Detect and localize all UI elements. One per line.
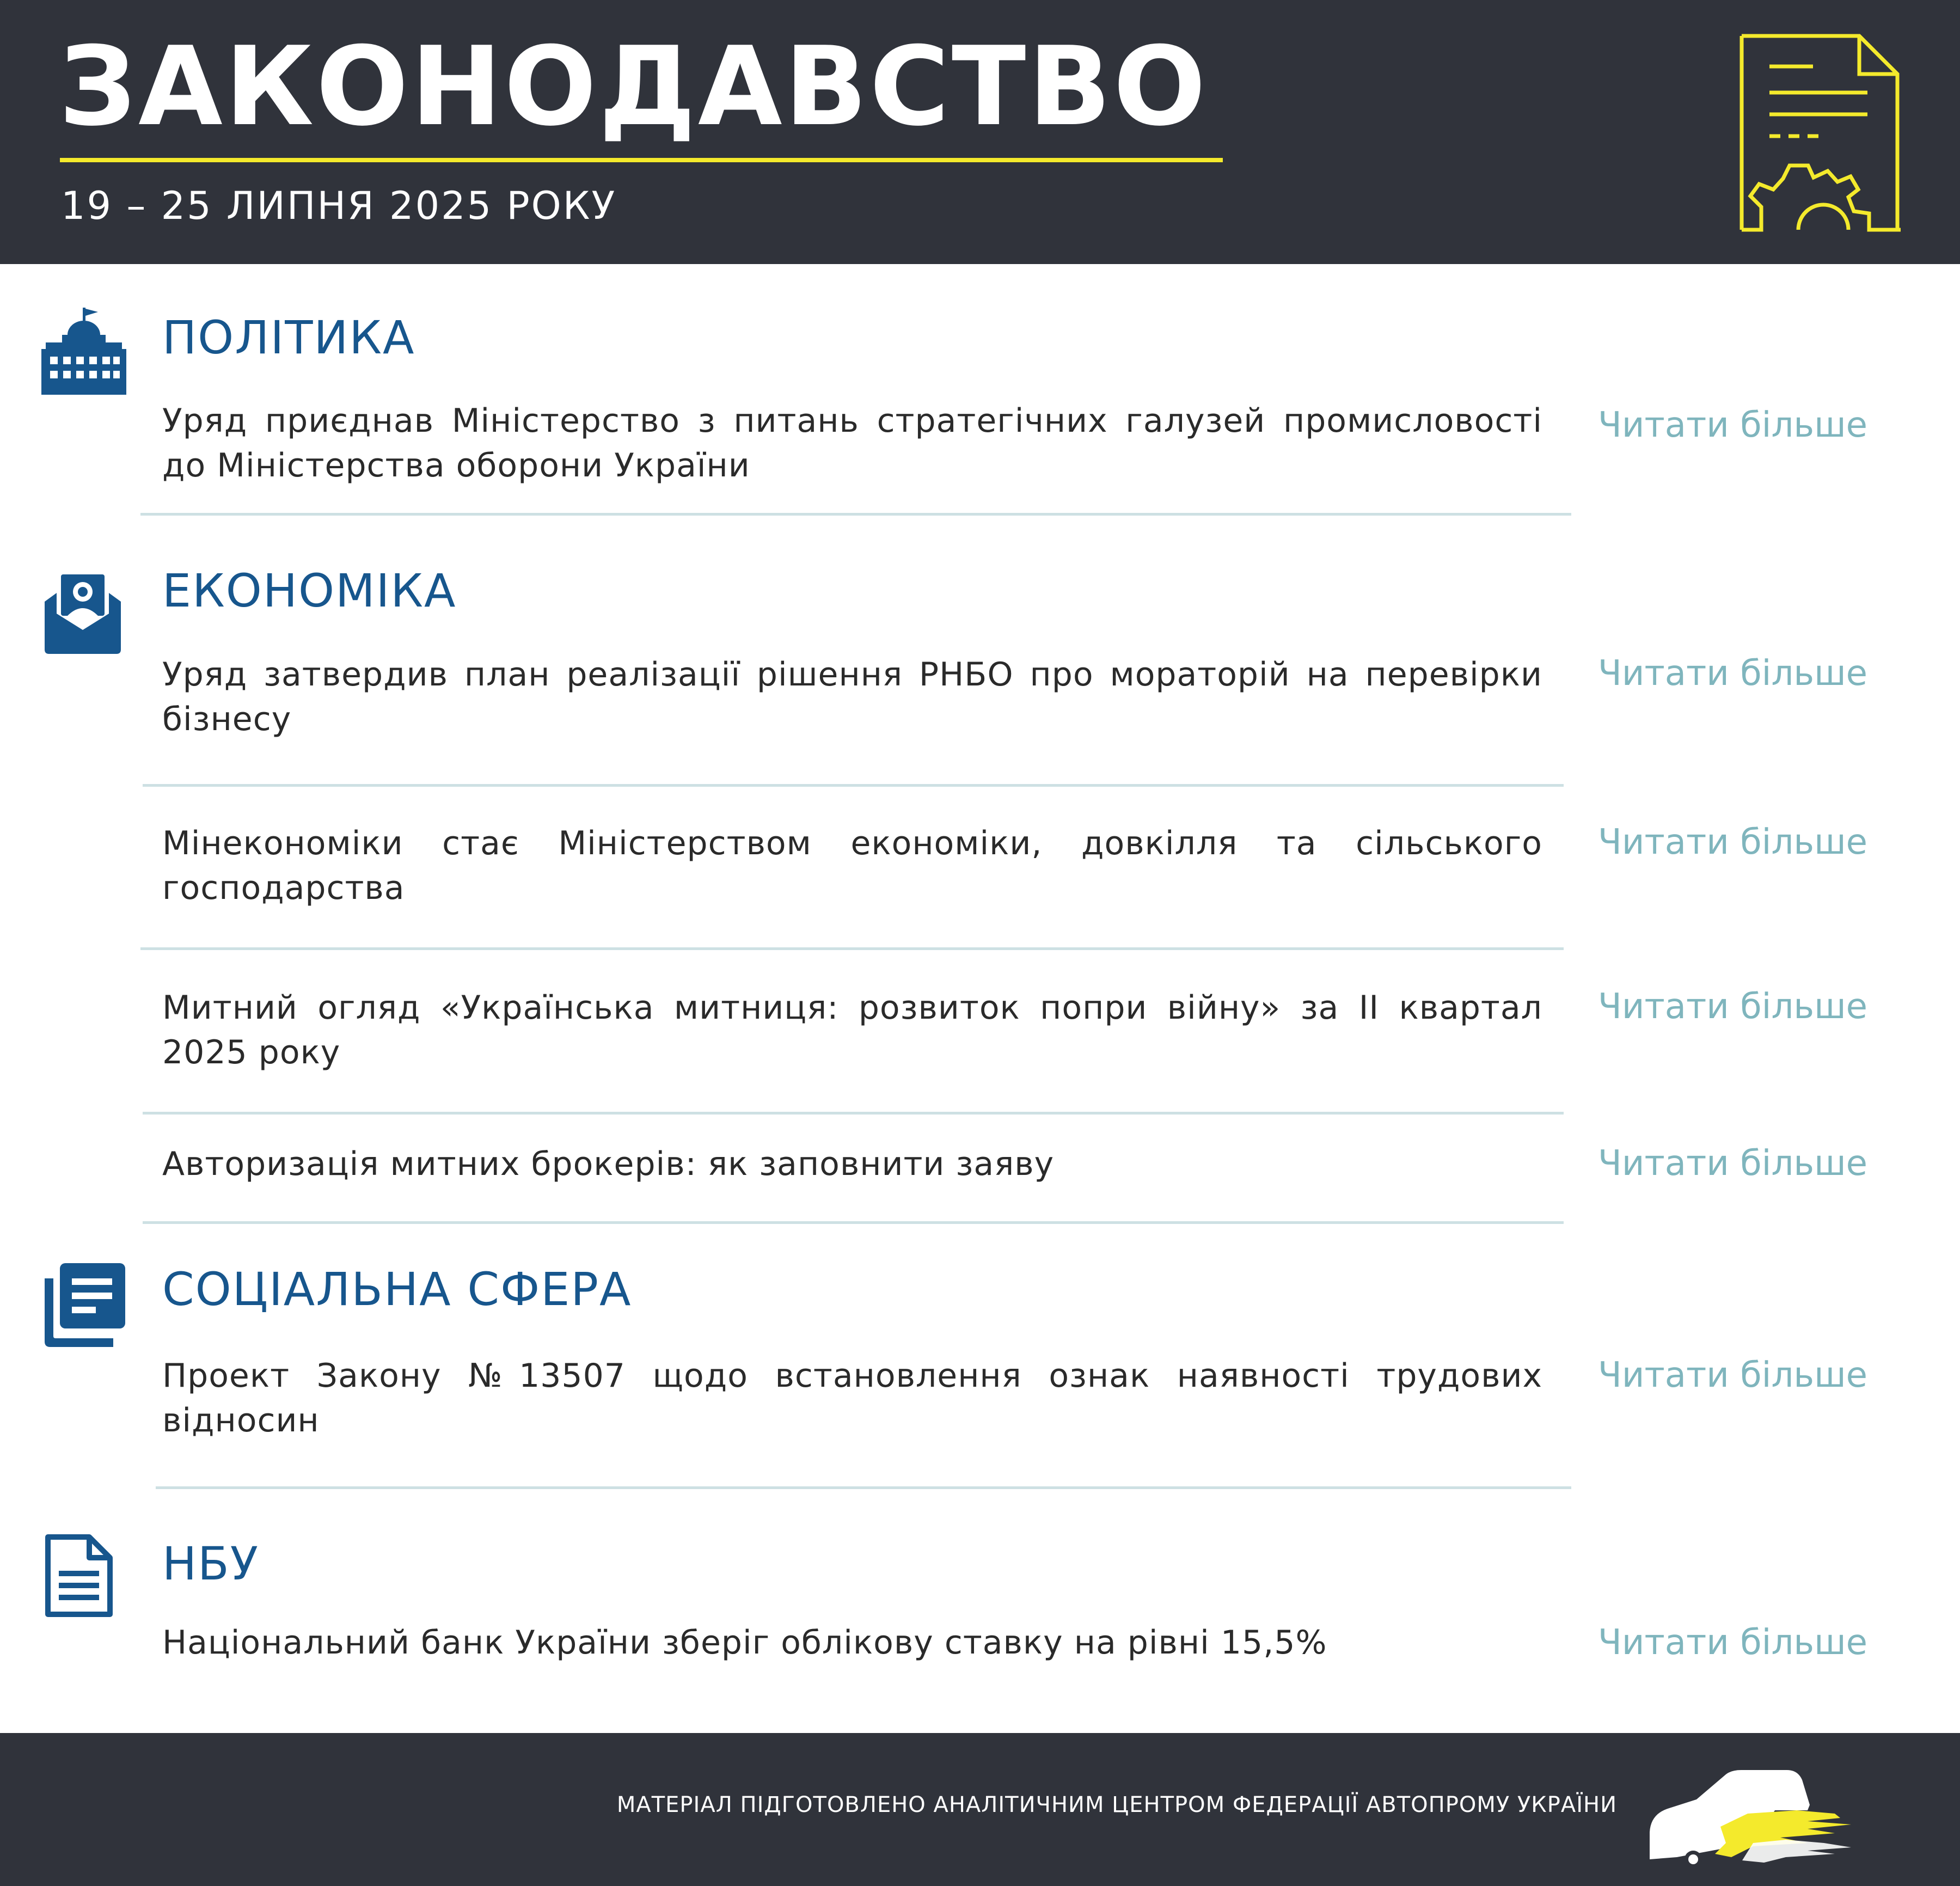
divider bbox=[156, 1486, 1571, 1489]
read-more-link[interactable]: Читати більше bbox=[1598, 1143, 1867, 1184]
document-gear-icon bbox=[1739, 34, 1903, 238]
news-item-text: Національний банк України зберіг облікову ставку на рівні 15,5% bbox=[162, 1624, 1327, 1662]
divider bbox=[143, 1112, 1564, 1115]
read-more-link[interactable]: Читати більше bbox=[1598, 653, 1867, 694]
divider bbox=[143, 784, 1564, 787]
divider bbox=[140, 947, 1564, 950]
news-item-text: Уряд затвердив план реалізації рішення РНБО про мораторій на перевірки бізнесу bbox=[162, 656, 1542, 738]
car-logo-icon bbox=[1644, 1761, 1867, 1870]
news-item-text: Авторизація митних брокерів: як заповнити заяву bbox=[162, 1145, 1055, 1183]
footer-credit: МАТЕРІАЛ ПІДГОТОВЛЕНО АНАЛІТИЧНИМ ЦЕНТРОМ ФЕДЕРАЦІЇ АВТОПРОМУ УКРАЇНИ bbox=[616, 1792, 1617, 1817]
section-title-nbu: НБУ bbox=[162, 1537, 259, 1590]
read-more-link[interactable]: Читати більше bbox=[1598, 822, 1867, 862]
read-more-link[interactable]: Читати більше bbox=[1598, 405, 1867, 445]
news-item-text: Митний огляд «Українська митниця: розвиток попри війну» за II квартал 2025 року bbox=[162, 989, 1542, 1071]
read-more-link[interactable]: Читати більше bbox=[1598, 1355, 1867, 1395]
government-building-icon bbox=[39, 308, 126, 395]
divider bbox=[143, 1221, 1564, 1224]
header-underline bbox=[60, 158, 1223, 162]
document-lines-icon bbox=[39, 1533, 126, 1620]
documents-stack-icon bbox=[42, 1262, 130, 1349]
read-more-link[interactable]: Читати більше bbox=[1598, 1622, 1867, 1663]
date-range: 19 – 25 ЛИПНЯ 2025 РОКУ bbox=[61, 183, 617, 228]
read-more-link[interactable]: Читати більше bbox=[1598, 987, 1867, 1027]
money-envelope-icon bbox=[39, 569, 126, 656]
divider bbox=[140, 513, 1571, 516]
section-title-politics: ПОЛІТИКА bbox=[162, 311, 415, 364]
news-item-text: Уряд приєднав Міністерство з питань стратегічних галузей промисловості до Міністерства оборони України bbox=[162, 402, 1542, 485]
news-item-text: Мінекономіки стає Міністерством економіки, довкілля та сільського господарства bbox=[162, 824, 1542, 907]
news-item-text: Проект Закону №13507 щодо встановлення ознак наявності трудових відносин bbox=[162, 1357, 1542, 1440]
section-title-economy: ЕКОНОМІКА bbox=[162, 564, 457, 617]
page-title: ЗАКОНОДАВСТВО bbox=[59, 23, 1208, 150]
section-title-social: СОЦІАЛЬНА СФЕРА bbox=[162, 1263, 632, 1316]
